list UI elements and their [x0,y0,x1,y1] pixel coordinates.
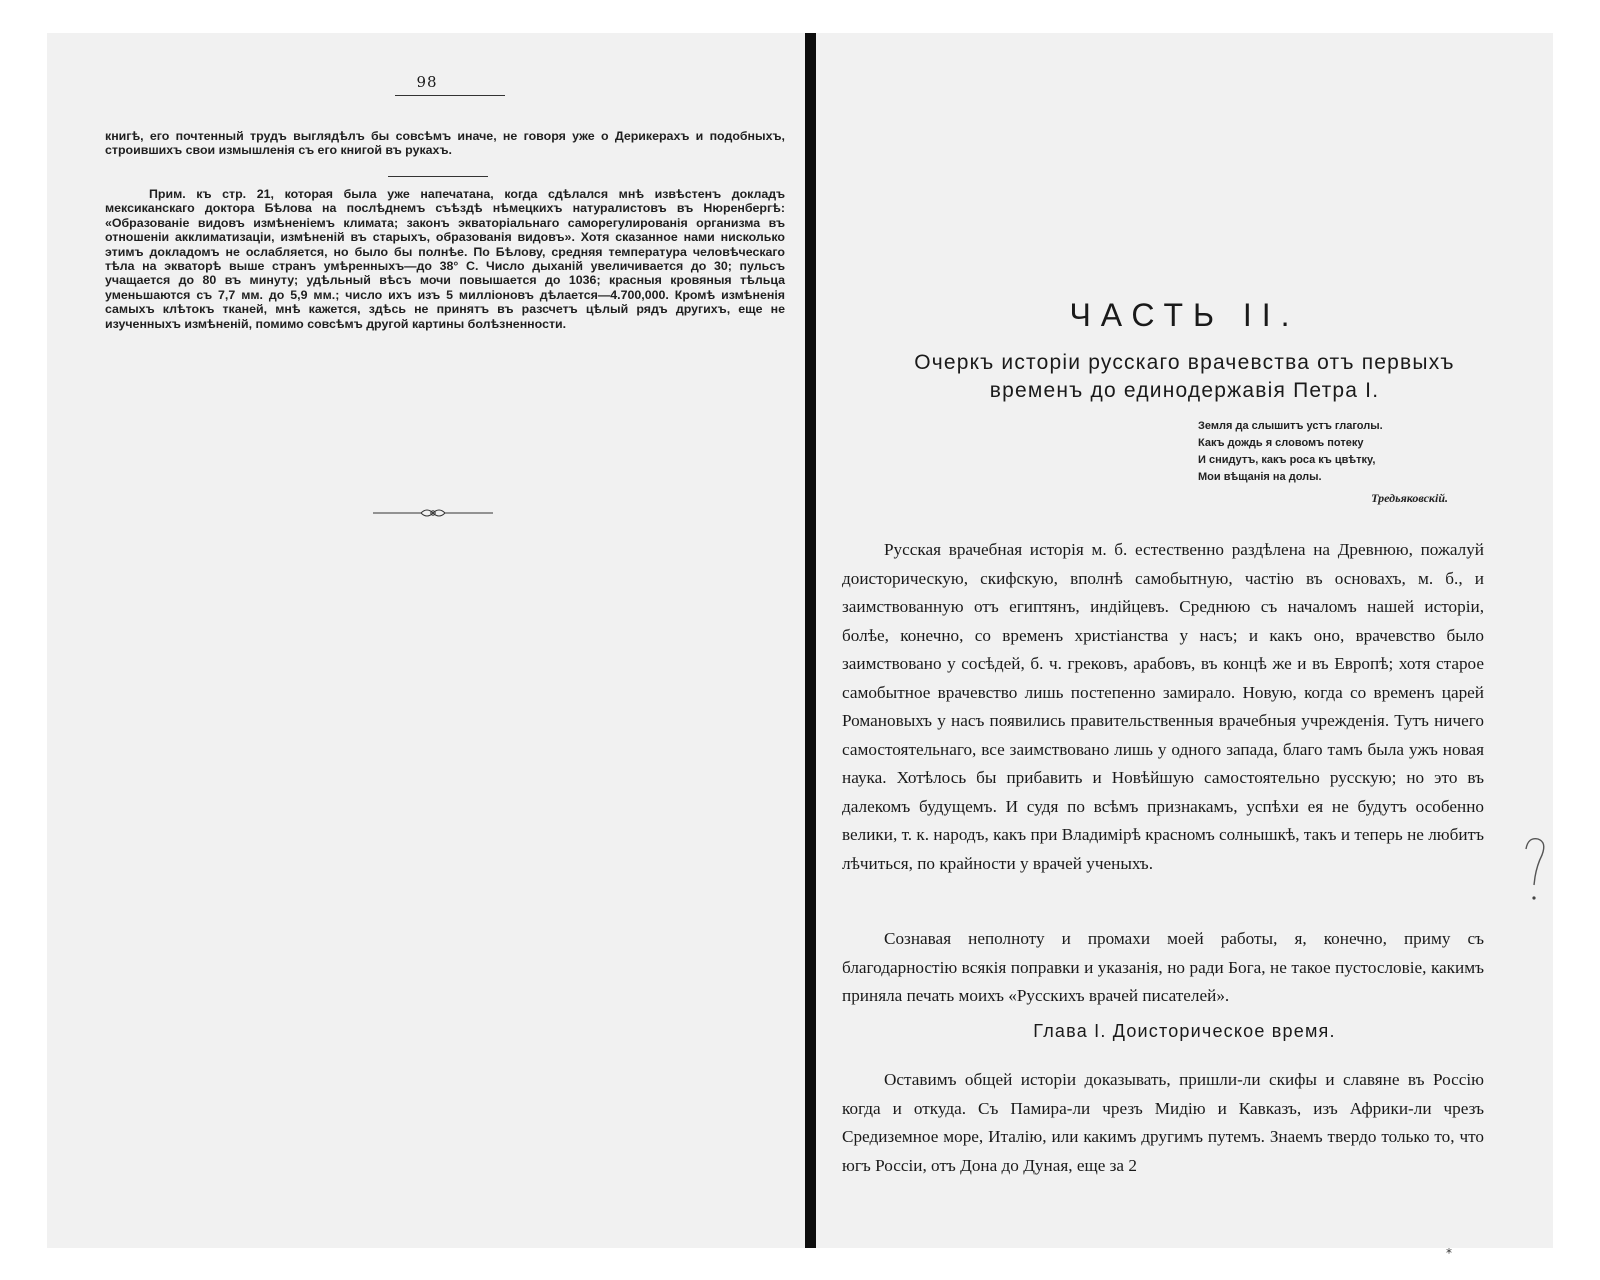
book-gutter [805,33,816,1248]
footnote-paragraph: Прим. къ стр. 21, которая была уже напечатана, когда сдѣлался мнѣ извѣстенъ докладъ мексиканскаго доктора Бѣлова на послѣднемъ съѣздѣ нѣмецкихъ натуралистовъ въ Нюренбергѣ: «Образованіе видовъ измѣненіемъ климата; законъ экваторіальнаго саморегулированія организма въ отношеніи акклиматизаціи, измѣненій въ старыхъ, образованія видовъ». Хотя сказанное нами нисколько этимъ докладомъ не ослабляется, но было бы полнѣе. По Бѣлову, средняя температура человѣческаго тѣла на экваторѣ выше странъ умѣренныхъ—до 38° С. Число дыханій увеличивается до 30; пульсъ учащается до 80 въ минуту; удѣльный вѣсъ мочи повышается до 1036; красныя кровяныя тѣльца уменьшаются съ 7,7 мм. до 5,9 мм.; число ихъ изъ 5 милліоновъ дѣлается—4.700,000. Кромѣ измѣненія самыхъ клѣтокъ тканей, мнѣ кажется, здѣсь не принятъ въ разсчетъ цѣлый рядъ другихъ, еще не изученныхъ измѣненій, помимо совсѣмъ другой картины болѣзненности. [105,187,785,331]
part-title: ЧАСТЬ II. [1069,297,1300,333]
signature-mark: * [1446,1246,1452,1260]
epigraph-line: И снидутъ, какъ роса къ цвѣтку, [1198,454,1376,466]
epigraph [1198,418,1448,486]
part-subtitle-line-2: временъ до единодержавія Петра I. [989,379,1380,402]
carryover-paragraph: книгѣ, его почтенный трудъ выглядѣлъ бы совсѣмъ иначе, не говоря уже о Дерикерахъ и подобныхъ, строившихъ свои измышленія съ его книгой въ рукахъ. [105,129,785,158]
epigraph-line: Какъ дождь я словомъ потеку [1198,437,1364,449]
left-page [47,33,805,1248]
header-rule [395,95,505,96]
body-paragraph: Оставимъ общей исторіи доказывать, пришли-ли скифы и славяне въ Россію когда и откуда. Съ Памира-ли чрезъ Мидію и Кавказъ, изъ Африки-ли чрезъ Средиземное море, Италію, или какимъ другимъ путемъ. Знаемъ твердо только то, что югъ Россіи, отъ Дона до Дуная, еще за 2 [842,1070,1484,1175]
handwritten-question-mark-icon [1520,835,1550,905]
body-paragraph: Сознавая неполноту и промахи моей работы, я, конечно, приму съ благодарностію всякія поправки и указанія, но ради Бога, не такое пустословіе, какимъ приняла печать моихъ «Русскихъ врачей писателей». [842,929,1484,1005]
page-number: 98 [416,73,438,91]
right-page [816,33,1553,1260]
ornament-divider-icon [373,503,493,523]
footnote-rule [388,176,488,177]
epigraph-author: Тредьяковскій. [1371,491,1448,505]
body-paragraph: Русская врачебная исторія м. б. естественно раздѣлена на Древнюю, пожалуй доисторическую, скифскую, вполнѣ самобытную, частію въ основахъ, м. б., и заимствованную отъ египтянъ, индійцевъ. Среднюю съ началомъ нашей исторіи, болѣе, конечно, со временъ христіанства у насъ; и какъ оно, врачевство было заимствовано у сосѣдей, б. ч. грековъ, арабовъ, въ концѣ же и въ Европѣ; хотя старое самобытное врачевство лишь постепенно замирало. Новую, когда со временъ царей Романовыхъ у насъ появились правительственныя врачебныя учрежденія. Тутъ ничего самостоятельнаго, все заимствовано лишь у одного запада, благо тамъ была ужъ новая наука. Хотѣлось бы прибавить и Новѣйшую самостоятельно русскую; но это въ далекомъ будущемъ. И судя по всѣмъ признакамъ, успѣхи ея не будутъ особенно велики, т. к. народъ, какъ при Владимірѣ красномъ солнышкѣ, такъ и теперь не любитъ лѣчиться, по крайности у врачей ученыхъ. [842,540,1484,873]
epigraph-line: Земля да слышитъ устъ глаголы. [1198,420,1383,432]
part-subtitle-line-1: Очеркъ исторіи русскаго врачевства отъ первыхъ [914,351,1455,374]
chapter-heading: Глава I. Доисторическое время. [1033,1021,1336,1041]
epigraph-line: Мои вѣщанія на долы. [1198,471,1322,483]
